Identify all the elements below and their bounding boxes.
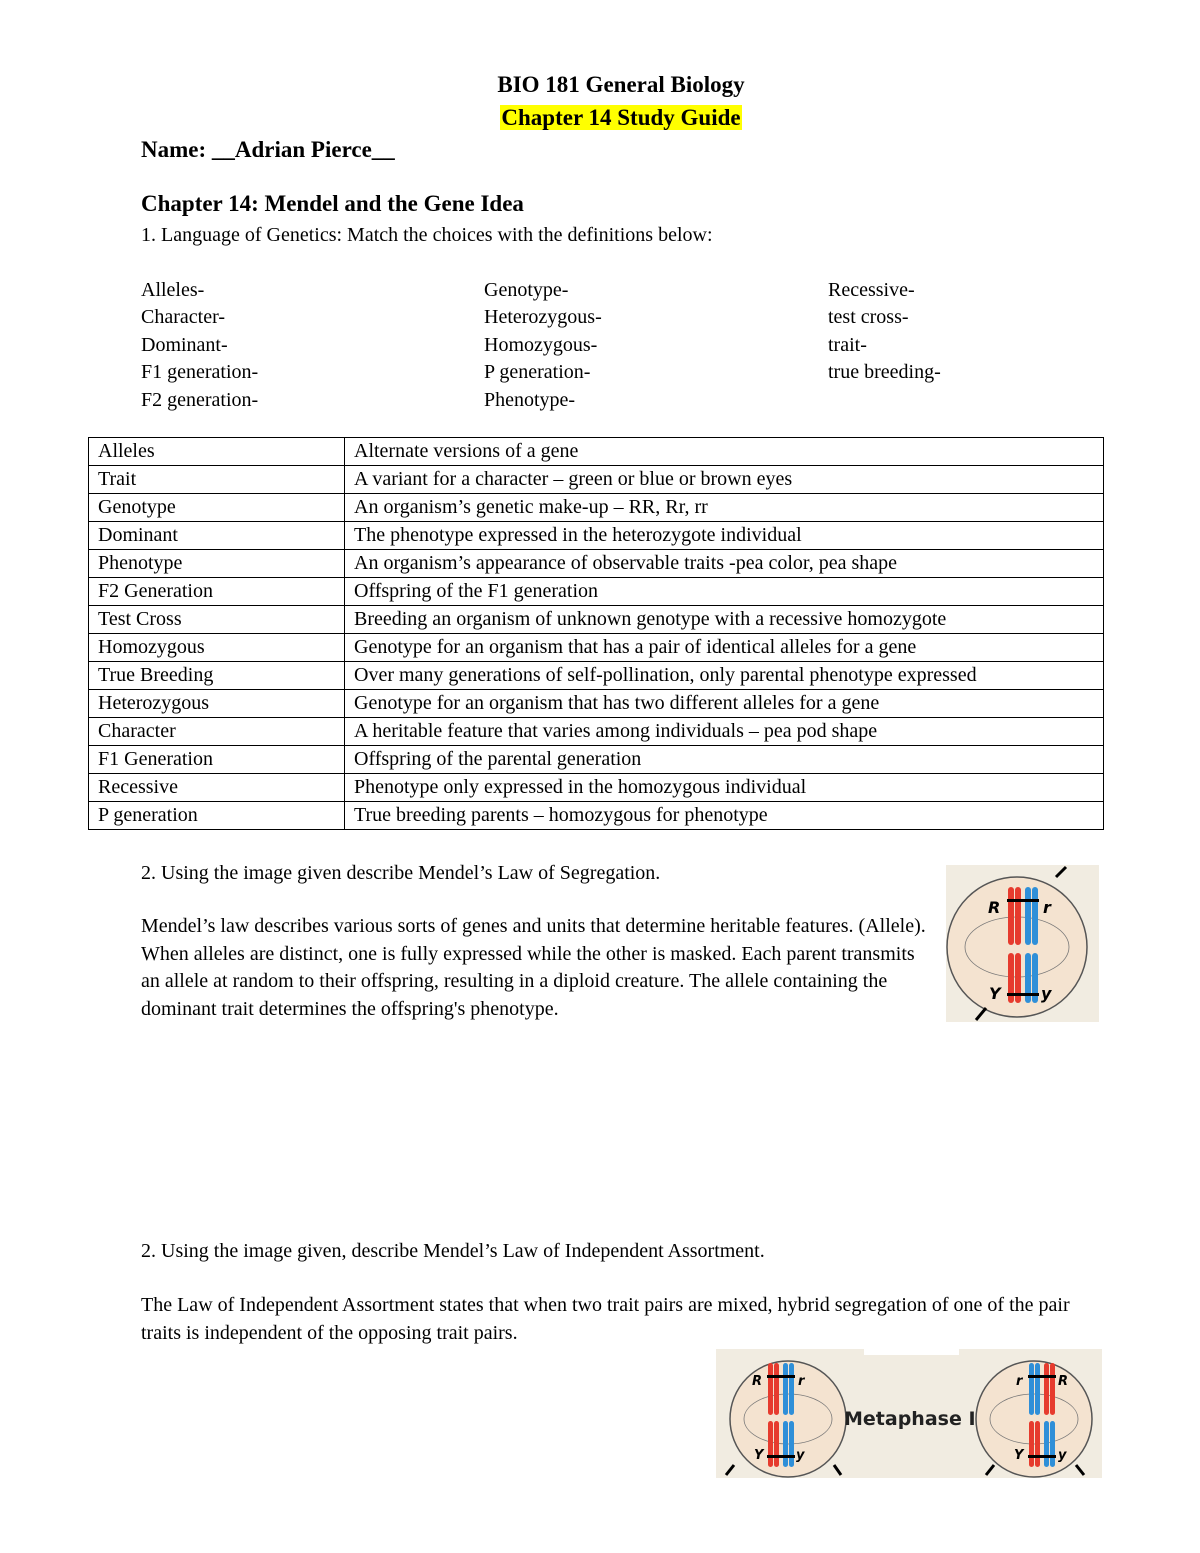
student-name-line: Name: __Adrian Pierce__ xyxy=(141,137,395,162)
metaphase-diagram xyxy=(716,1349,1102,1478)
segregation-question: 2. Using the image given describe Mendel’s Law of Segregation. xyxy=(141,862,661,884)
right-cell-R-label: R xyxy=(1058,1374,1069,1389)
word-bank-item: test cross- xyxy=(828,306,909,329)
right-cell-y-label: y xyxy=(1058,1448,1067,1463)
word-bank-item: Heterozygous- xyxy=(484,306,602,329)
definition-cell: An organism’s genetic make-up – RR, Rr, rr xyxy=(345,494,1104,522)
definition-cell: Breeding an organism of unknown genotype with a recessive homozygote xyxy=(345,606,1104,634)
independent-assortment-answer: The Law of Independent Assortment states that when two trait pairs are mixed, hybrid segregation of one of the pair traits is independent of the opposing trait pairs. xyxy=(141,1294,1070,1344)
table-row xyxy=(89,690,1104,718)
table-row xyxy=(89,634,1104,662)
term-cell: Heterozygous xyxy=(89,690,345,718)
chapter-heading: Chapter 14: Mendel and the Gene Idea xyxy=(141,191,524,216)
table-row xyxy=(89,578,1104,606)
left-cell-y-label: y xyxy=(796,1448,805,1463)
table-row xyxy=(89,606,1104,634)
definition-cell: Offspring of the parental generation xyxy=(345,746,1104,774)
left-cell-R-label: R xyxy=(752,1374,763,1389)
definition-cell: Genotype for an organism that has a pair of identical alleles for a gene xyxy=(345,634,1104,662)
term-cell: F2 Generation xyxy=(89,578,345,606)
definition-cell: Offspring of the F1 generation xyxy=(345,578,1104,606)
word-bank-item: Genotype- xyxy=(484,279,569,301)
question-1-prompt: 1. Language of Genetics: Match the choices with the definitions below: xyxy=(141,224,713,246)
left-cell-Y-label: Y xyxy=(754,1448,764,1463)
table-row xyxy=(89,802,1104,830)
segregation-diagram xyxy=(946,865,1099,1022)
table-row xyxy=(89,662,1104,690)
table-row xyxy=(89,718,1104,746)
word-bank-column-3 xyxy=(828,277,941,387)
table-row xyxy=(89,466,1104,494)
definition-cell: A heritable feature that varies among individuals – pea pod shape xyxy=(345,718,1104,746)
definition-cell: True breeding parents – homozygous for phenotype xyxy=(345,802,1104,830)
term-cell: Dominant xyxy=(89,522,345,550)
definition-cell: Phenotype only expressed in the homozygous individual xyxy=(345,774,1104,802)
term-cell: Test Cross xyxy=(89,606,345,634)
table-row xyxy=(89,550,1104,578)
definition-cell: A variant for a character – green or blue or brown eyes xyxy=(345,466,1104,494)
word-bank-item: Recessive- xyxy=(828,279,915,301)
word-bank-item: Phenotype- xyxy=(484,388,576,411)
table-row xyxy=(89,522,1104,550)
definition-cell: Genotype for an organism that has two different alleles for a gene xyxy=(345,690,1104,718)
allele-Y-label: Y xyxy=(989,984,1001,1003)
definition-cell: Alternate versions of a gene xyxy=(345,438,1104,466)
allele-y-label: y xyxy=(1041,984,1052,1003)
independent-assortment-figure xyxy=(716,1349,1102,1478)
word-bank-item: F2 generation- xyxy=(141,388,259,411)
study-guide-title: Chapter 14 Study Guide xyxy=(501,105,741,130)
allele-R-label: R xyxy=(988,898,1001,917)
term-cell: Alleles xyxy=(89,438,345,466)
definition-cell: Over many generations of self-pollination, only parental phenotype expressed xyxy=(345,662,1104,690)
word-bank-item: true breeding- xyxy=(828,361,941,384)
allele-r-label: r xyxy=(1043,898,1051,917)
metaphase-caption: Metaphase I xyxy=(844,1408,976,1430)
term-cell: F1 Generation xyxy=(89,746,345,774)
right-cell-Y-label: Y xyxy=(1014,1448,1024,1463)
word-bank-column-1 xyxy=(141,277,258,414)
term-cell: True Breeding xyxy=(89,662,345,690)
right-cell-r-label: r xyxy=(1016,1374,1023,1389)
table-row xyxy=(89,774,1104,802)
word-bank-item: P generation- xyxy=(484,361,591,384)
table-row xyxy=(89,746,1104,774)
term-cell: Genotype xyxy=(89,494,345,522)
word-bank-item: Homozygous- xyxy=(484,333,598,356)
term-cell: Homozygous xyxy=(89,634,345,662)
segregation-figure xyxy=(946,865,1099,1022)
left-cell-r-label: r xyxy=(798,1374,805,1389)
word-bank-column-2 xyxy=(484,277,602,414)
term-cell: Character xyxy=(89,718,345,746)
word-bank-item: Alleles- xyxy=(141,279,205,301)
term-cell: P generation xyxy=(89,802,345,830)
word-bank-item: Dominant- xyxy=(141,333,228,356)
term-cell: Trait xyxy=(89,466,345,494)
table-row xyxy=(89,494,1104,522)
term-cell: Recessive xyxy=(89,774,345,802)
study-guide-title-wrap xyxy=(0,105,1200,131)
word-bank-item: Character- xyxy=(141,306,225,329)
definition-cell: The phenotype expressed in the heterozygote individual xyxy=(345,522,1104,550)
word-bank-item: F1 generation- xyxy=(141,361,259,384)
definition-cell: An organism’s appearance of observable traits -pea color, pea shape xyxy=(345,550,1104,578)
course-title: BIO 181 General Biology xyxy=(497,72,745,97)
table-row xyxy=(89,438,1104,466)
definitions-table xyxy=(88,437,1104,830)
word-bank-item: trait- xyxy=(828,333,867,356)
segregation-answer: Mendel’s law describes various sorts of genes and units that determine heritable features. (Allele). When alleles are distinct, one is fully expressed while the other is masked. Each parent transmits an allele at random to their offspring, resulting in a diploid creature. The allele containing the dominant trait determines the offspring's phenotype. xyxy=(141,915,926,1020)
term-cell: Phenotype xyxy=(89,550,345,578)
independent-assortment-question: 2. Using the image given, describe Mendel’s Law of Independent Assortment. xyxy=(141,1240,765,1262)
